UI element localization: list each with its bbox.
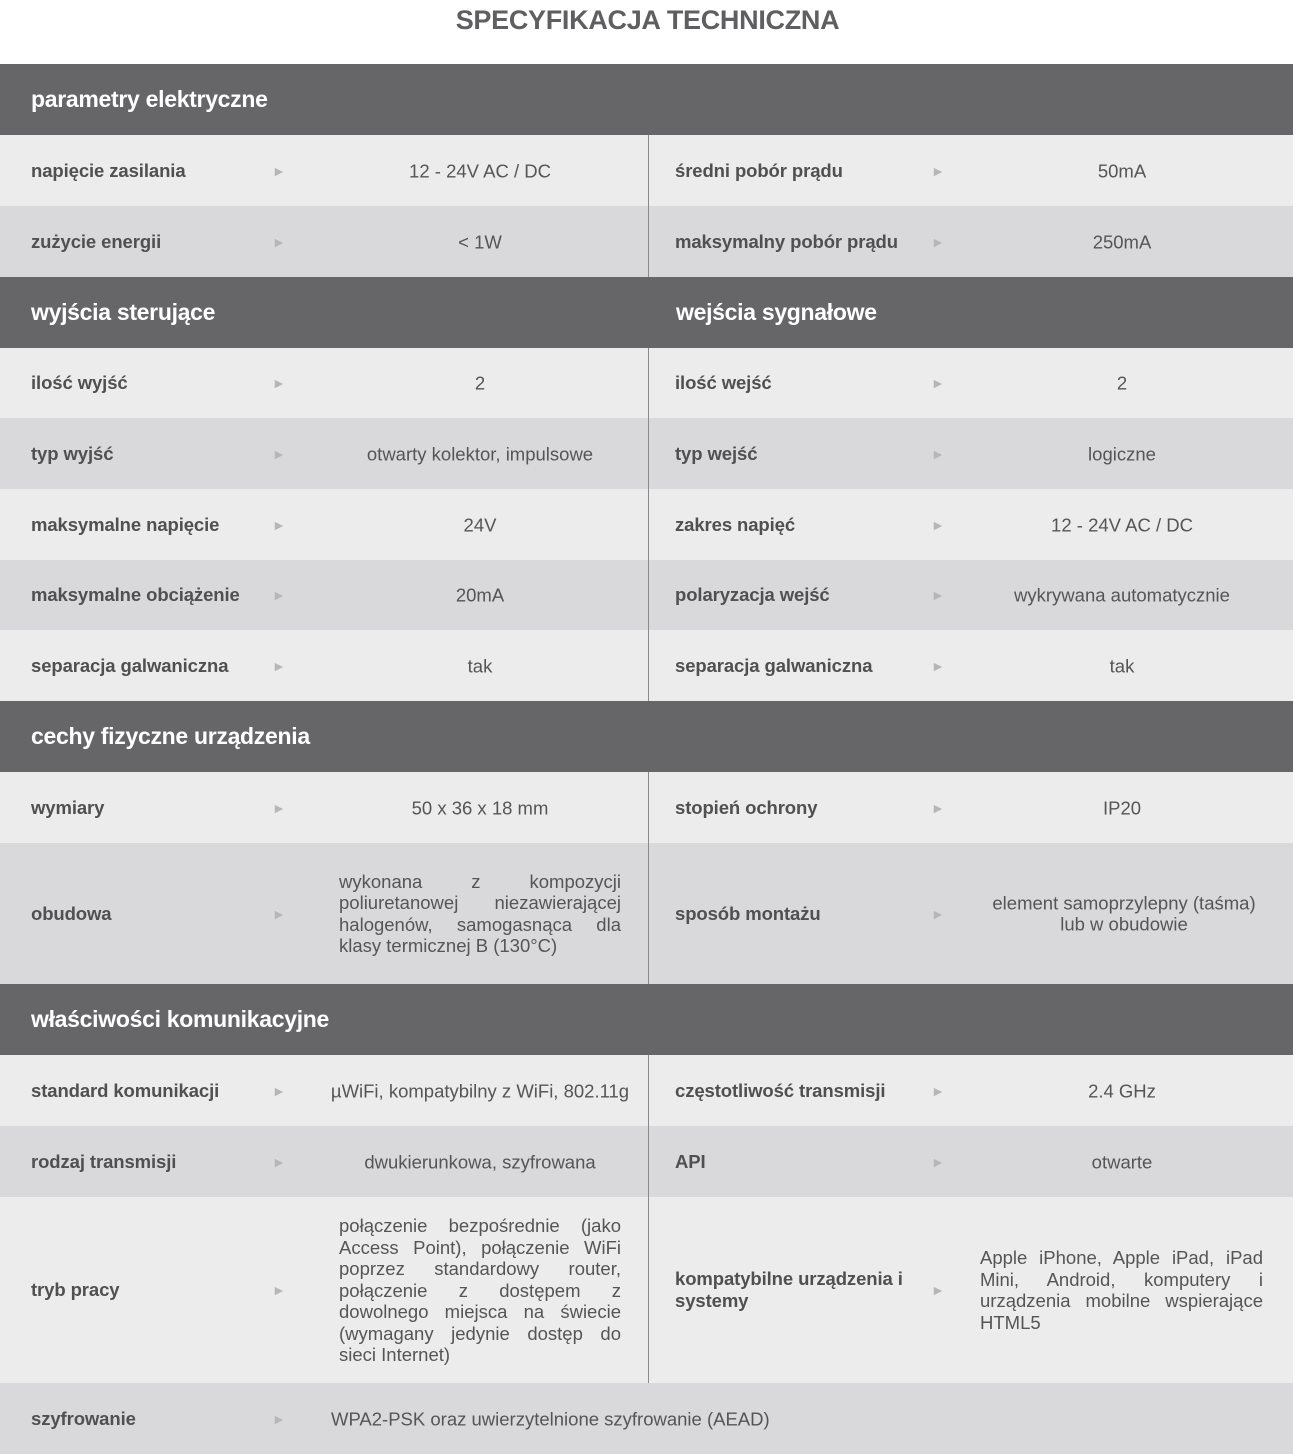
spec-label: wymiary	[31, 796, 105, 818]
arrow-right-icon: ►	[272, 516, 286, 533]
spec-value: element samoprzylepny (taśma) lub w obudowie	[992, 892, 1256, 935]
spec-value: tak	[1109, 654, 1135, 676]
spec-label: separacja galwaniczna	[675, 654, 873, 676]
arrow-right-icon: ►	[931, 799, 945, 816]
arrow-right-icon: ►	[931, 1153, 945, 1170]
arrow-right-icon: ►	[931, 445, 945, 462]
spec-value: wykrywana automatycznie	[1014, 584, 1230, 606]
arrow-right-icon: ►	[272, 1153, 286, 1170]
spec-value: dwukierunkowa, szyfrowana	[364, 1150, 596, 1172]
arrow-right-icon: ►	[272, 1282, 286, 1298]
spec-value: < 1W	[458, 230, 502, 252]
arrow-right-icon: ►	[931, 516, 945, 533]
spec-row	[0, 206, 1293, 277]
spec-value: otwarte	[1091, 1150, 1153, 1172]
arrow-right-icon: ►	[272, 799, 286, 816]
spec-label: standard komunikacji	[31, 1079, 220, 1101]
spec-value: IP20	[1102, 796, 1142, 818]
spec-label: zakres napięć	[675, 513, 796, 535]
arrow-right-icon: ►	[272, 233, 286, 250]
spec-row	[0, 772, 1293, 843]
section-title: właściwości komunikacyjne	[31, 1006, 330, 1032]
spec-row	[0, 418, 1293, 489]
arrow-right-icon: ►	[931, 905, 945, 922]
spec-row	[0, 1197, 1293, 1383]
arrow-right-icon: ►	[272, 375, 286, 391]
spec-label: polaryzacja wejść	[675, 584, 830, 605]
spec-value: 50mA	[1097, 159, 1147, 181]
spec-label: maksymalne napięcie	[31, 513, 220, 535]
spec-value: µWiFi, kompatybilny z WiFi, 802.11g	[330, 1079, 630, 1101]
spec-value: WPA2-PSK oraz uwierzytelnione szyfrowanie (AEAD)	[331, 1408, 770, 1430]
spec-value: 2	[474, 372, 486, 394]
section-title: wejścia sygnałowe	[676, 299, 877, 325]
spec-row	[0, 1383, 1293, 1454]
specification-table	[0, 64, 1293, 1454]
spec-value: 24V	[463, 513, 497, 535]
arrow-right-icon: ►	[272, 657, 286, 674]
arrow-right-icon: ►	[931, 233, 945, 250]
arrow-right-icon: ►	[931, 587, 945, 603]
section-header-electrical	[0, 64, 1293, 135]
spec-value: logiczne	[1088, 442, 1156, 464]
spec-label: szyfrowanie	[31, 1408, 136, 1429]
arrow-right-icon: ►	[272, 1082, 286, 1099]
spec-row	[0, 135, 1293, 206]
spec-row	[0, 1126, 1293, 1197]
spec-value: 20mA	[455, 584, 505, 606]
arrow-right-icon: ►	[931, 657, 945, 674]
spec-value: otwarty kolektor, impulsowe	[366, 442, 594, 464]
spec-row	[0, 560, 1293, 630]
spec-label: separacja galwaniczna	[31, 654, 229, 676]
spec-row	[0, 348, 1293, 418]
spec-label: maksymalne obciążenie	[31, 584, 240, 605]
section-title: wyjścia sterujące	[31, 299, 216, 325]
spec-label: typ wejść	[675, 442, 758, 464]
spec-value: połączenie bezpośrednie (jako Access Point), połączenie WiFi poprzez standardowy router, połączenie z dostępem z dowolnego miejsca na świecie (wymagany jedynie dostęp do sieci Internet)	[339, 1214, 621, 1365]
spec-label: rodzaj transmisji	[31, 1150, 177, 1172]
spec-label: typ wyjść	[31, 442, 114, 464]
spec-label: maksymalny pobór prądu	[675, 230, 898, 252]
arrow-right-icon: ►	[272, 162, 286, 179]
spec-label: API	[675, 1150, 706, 1172]
spec-label: zużycie energii	[31, 230, 162, 252]
spec-row	[0, 1055, 1293, 1126]
spec-value: 2	[1116, 372, 1128, 394]
section-title: parametry elektryczne	[31, 86, 268, 112]
arrow-right-icon: ►	[931, 375, 945, 391]
spec-label: obudowa	[31, 902, 112, 924]
spec-label: stopień ochrony	[675, 796, 818, 818]
page-title: SPECYFIKACJA TECHNICZNA	[455, 5, 840, 35]
section-header-communication	[0, 984, 1293, 1055]
spec-label: sposób montażu	[675, 902, 821, 924]
spec-row	[0, 630, 1293, 701]
spec-value: 2.4 GHz	[1088, 1079, 1156, 1101]
spec-value: wykonana z kompozycji poliuretanowej niezawierającej halogenów, samogasnąca dla klasy termicznej B (130°C)	[339, 870, 621, 956]
spec-value: Apple iPhone, Apple iPad, iPad Mini, Android, komputery i urządzenia mobilne wspierające HTML5	[980, 1247, 1263, 1333]
spec-value: 12 - 24V AC / DC	[1051, 513, 1193, 535]
section-title: cechy fizyczne urządzenia	[31, 723, 310, 749]
arrow-right-icon: ►	[272, 1411, 286, 1427]
arrow-right-icon: ►	[931, 1282, 945, 1298]
arrow-right-icon: ►	[272, 587, 286, 603]
spec-label: kompatybilne urządzenia i systemy	[675, 1268, 903, 1311]
spec-label: częstotliwość transmisji	[675, 1079, 886, 1101]
spec-value: 250mA	[1092, 230, 1152, 252]
spec-row	[0, 489, 1293, 560]
arrow-right-icon: ►	[931, 1082, 945, 1099]
spec-label: ilość wyjść	[31, 372, 128, 393]
arrow-right-icon: ►	[272, 445, 286, 462]
spec-row	[0, 843, 1293, 984]
section-header-physical	[0, 701, 1293, 772]
spec-label: ilość wejść	[675, 372, 772, 393]
spec-label: napięcie zasilania	[31, 159, 186, 181]
spec-value: 12 - 24V AC / DC	[409, 159, 551, 181]
arrow-right-icon: ►	[272, 905, 286, 922]
arrow-right-icon: ►	[931, 162, 945, 179]
section-header-io	[0, 277, 1293, 348]
spec-value: tak	[467, 654, 493, 676]
spec-value: 50 x 36 x 18 mm	[411, 796, 549, 818]
spec-label: średni pobór prądu	[675, 159, 843, 181]
spec-label: tryb pracy	[31, 1279, 120, 1300]
